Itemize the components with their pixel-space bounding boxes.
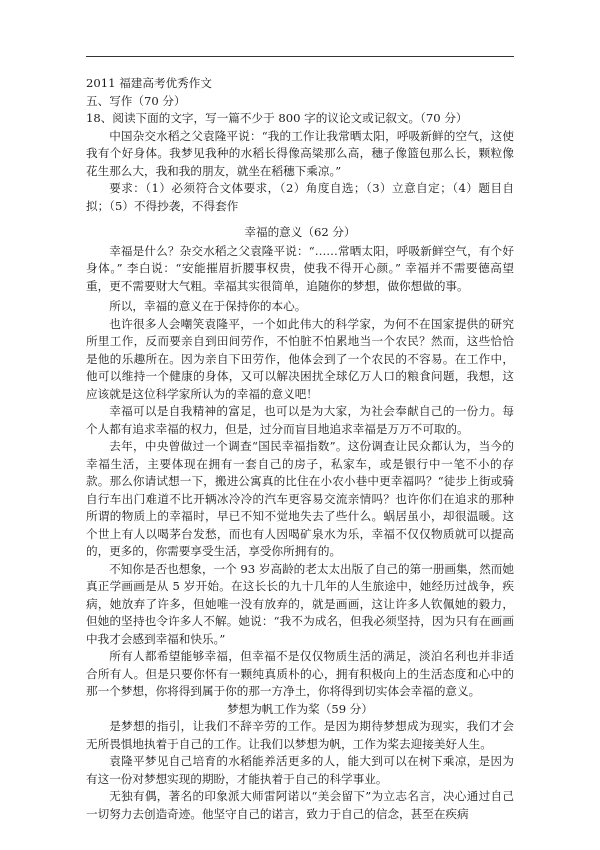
- doc-header: 2011 福建高考优秀作文: [86, 76, 212, 90]
- essay-title: 幸福的意义（62 分）: [244, 225, 356, 239]
- quote-text: 中国杂交水稻之父袁隆平说：“我的工作让我常晒太阳，呼吸新鲜的空气，这使我有个好身体。我梦见我种的水稻长得像高粱那么高，穗子像篮包那么长，颗粒像花生那么大，我和我的朋友，就坐在稻穗下乘凉。”: [86, 128, 514, 178]
- essay-paragraph: 袁隆平梦见自己培育的水稻能养活更多的人，能大到可以在树下乘凉，是因为有这一份对梦想实现的期盼，才能执着于自己的科学事业。: [86, 754, 514, 786]
- document-page: [86, 56, 514, 823]
- essay-paragraph: 所以，幸福的意义在于保持你的本心。: [109, 299, 307, 313]
- essay-paragraph: 去年，中央曾做过一个调查“国民幸福指数”。这份调查让民众都认为，当今的幸福生活，主要体现在拥有一套自己的房子，私家车，或是银行中一笔不小的存款。那么你请试想一下，搬进公寓真的比住在小农小巷中更幸福吗？“徒步上街或骑自行车出门难道不比开辆冰冷冷的汽车更容易交流亲情吗？也许你们在追求的那种所谓的物质上的幸福时，早已不知不觉地失去了些什么。蜗居虽小，却很温暖。这个世上有人以喝茅台发愁，而也有人因喝矿泉水为乐，幸福不仅仅物质就可以提高的，更多的，你需要享受生活，享受你所拥有的。: [86, 439, 514, 558]
- top-rule: [86, 56, 514, 57]
- essay-paragraph: 也许很多人会嘲笑袁隆平，一个如此伟大的科学家，为何不在国家提供的研究所里工作，反而要亲自到田间劳作，不怕脏不怕累地当一个农民？然而，这些恰恰是他的乐趣所在。因为亲自下田劳作，他体会到了一个农民的不容易。在工作中，他可以维持一个健康的身体，又可以解决困扰全球亿万人口的粮食问题，我想，这应该就是这位科学家所认为的幸福的意义吧！: [86, 316, 514, 401]
- requirements-text: 要求：（1）必须符合文体要求，（2）角度自选；（3）立意自定；（4）题目自拟；（5）不得抄袭，不得套作: [86, 181, 514, 213]
- section-heading: 五、写作（70 分）: [86, 93, 186, 108]
- essay-paragraph: 是梦想的指引，让我们不辞辛劳的工作。是因为期待梦想成为现实，我们才会无所畏惧地执着于自己的工作。让我们以梦想为帆，工作为桨去迎接美好人生。: [86, 719, 514, 751]
- essay-paragraph: 不知你是否也想象，一个 93 岁高龄的老太太出版了自己的第一册画集，然而她真正学画画是从 5 岁开始。在这长长的九十几年的人生旅途中，她经历过战争，疾病，她放弃了许多，但她唯一没有放弃的，就是画画，这让许多人钦佩她的毅力，但她的坚持也令许多人不解。她说：“我不为成名，但我必须坚持，因为只有在画画中我才会感到幸福和快乐。”: [86, 561, 514, 646]
- essay-paragraph: 幸福可以是自我精神的富足，也可以是为大家，为社会奉献自己的一份力。每个人都有追求幸福的权力，但是，过分而盲目地追求幸福是万万不可取的。: [86, 404, 514, 436]
- essay-paragraph: 幸福是什么？杂交水稻之父袁隆平说：“……常晒太阳，呼吸新鲜空气，有个好身体。” 李白说：“安能摧眉折腰事权贵，使我不得开心颜。” 幸福并不需要德高望重，更不需要财大气粗。幸福其实很简单，追随你的梦想，做你想做的事。: [86, 243, 514, 293]
- essay-paragraph: 所有人都希望能够幸福，但幸福不是仅仅物质生活的满足，淡泊名利也并非适合所有人。但是只要你怀有一颗纯真质朴的心，拥有积极向上的生活态度和心中的那一个梦想，你将得到属于你的那一方净土，你将得到切实体会幸福的意义。: [86, 649, 514, 698]
- essay-paragraph: 无独有偶，著名的印象派大师雷阿诺以“美会留下”为立志名言，决心通过自己一切努力去创造奇迹。他坚守自己的诺言，致力于自己的信念，甚至在疾病: [86, 789, 514, 821]
- essay-title: 梦想为帆工作为桨（59 分）: [227, 701, 373, 716]
- question-text: 18、阅读下面的文字，写一篇不少于 800 字的议论文或记叙文。（70 分）: [86, 111, 468, 125]
